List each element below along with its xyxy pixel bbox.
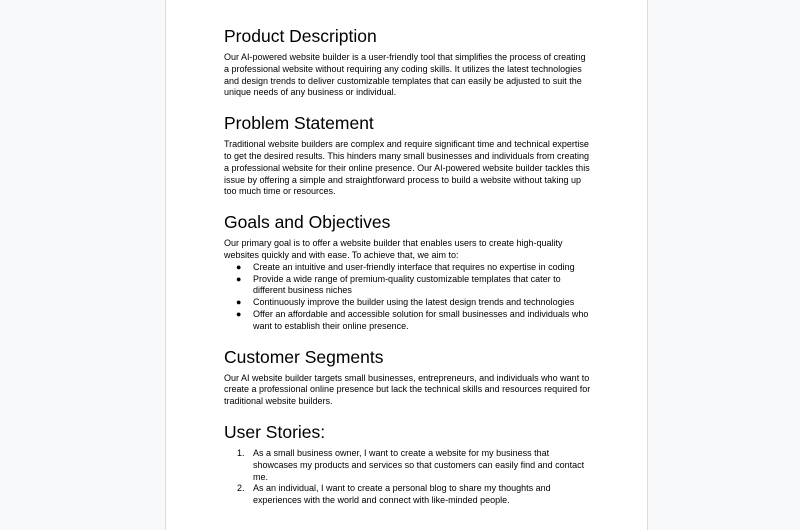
heading-problem-statement: Problem Statement <box>224 113 374 134</box>
section-product-description <box>224 26 592 99</box>
document-content[interactable] <box>224 26 592 521</box>
list-item <box>224 309 592 333</box>
list-item <box>224 483 592 507</box>
heading-customer-segments: Customer Segments <box>224 346 384 367</box>
list-item <box>224 297 592 309</box>
list-item-text: As an individual, I want to create a personal blog to share my thoughts and experiences with the world and connect with like-minded people. <box>253 483 551 506</box>
list-number: 2. <box>237 483 245 494</box>
section-customer-segments <box>224 347 592 408</box>
bullet-icon: ● <box>236 273 242 284</box>
paragraph-problem-statement: Traditional website builders are complex and require significant time and technical expertise to get the desired results. This hinders many small businesses and individuals from creating a professional website for their online presence. Our AI-powered website builder tackles this issue by offering a simple and straightforward process to build a website without taking up too much time or resources. <box>224 139 590 197</box>
list-item <box>224 448 592 483</box>
list-item <box>224 274 592 298</box>
list-item-text: Continuously improve the builder using the latest design trends and technologies <box>253 297 575 308</box>
heading-user-stories: User Stories: <box>224 421 326 442</box>
section-problem-statement <box>224 113 592 198</box>
paragraph-customer-segments: Our AI website builder targets small businesses, entrepreneurs, and individuals who want to create a professional online presence but lack the technical skills and resources required for traditional website builders. <box>224 372 591 407</box>
heading-product-description: Product Description <box>224 26 377 46</box>
list-item <box>224 262 592 274</box>
list-number: 1. <box>237 447 245 458</box>
goals-bullet-list <box>224 262 592 333</box>
list-item-text: As a small business owner, I want to create a website for my business that showcases my products and services so that customers can easily find and contact me. <box>253 447 585 482</box>
section-goals <box>224 212 592 332</box>
bullet-icon: ● <box>236 297 242 308</box>
user-stories-numbered-list <box>224 448 592 507</box>
list-item-text: Offer an affordable and accessible solution for small businesses and individuals who want to establish their online presence. <box>253 308 589 331</box>
section-user-stories <box>224 422 592 507</box>
document-page <box>165 0 648 530</box>
list-item-text: Provide a wide range of premium-quality customizable templates that cater to different business niches <box>253 273 561 296</box>
list-item-text: Create an intuitive and user-friendly interface that requires no expertise in coding <box>253 261 575 272</box>
paragraph-product-description: Our AI-powered website builder is a user-friendly tool that simplifies the process of creating a professional website without requiring any coding skills. It utilizes the latest technologies and design trends to deliver customizable templates that can easily be adjusted to suit the unique needs of any business or individual. <box>224 52 586 98</box>
bullet-icon: ● <box>236 308 242 319</box>
paragraph-goals-intro: Our primary goal is to offer a website builder that enables users to create high-quality websites quickly and with ease. To achieve that, we aim to: <box>224 238 563 260</box>
heading-goals: Goals and Objectives <box>224 212 391 233</box>
bullet-icon: ● <box>236 261 242 272</box>
